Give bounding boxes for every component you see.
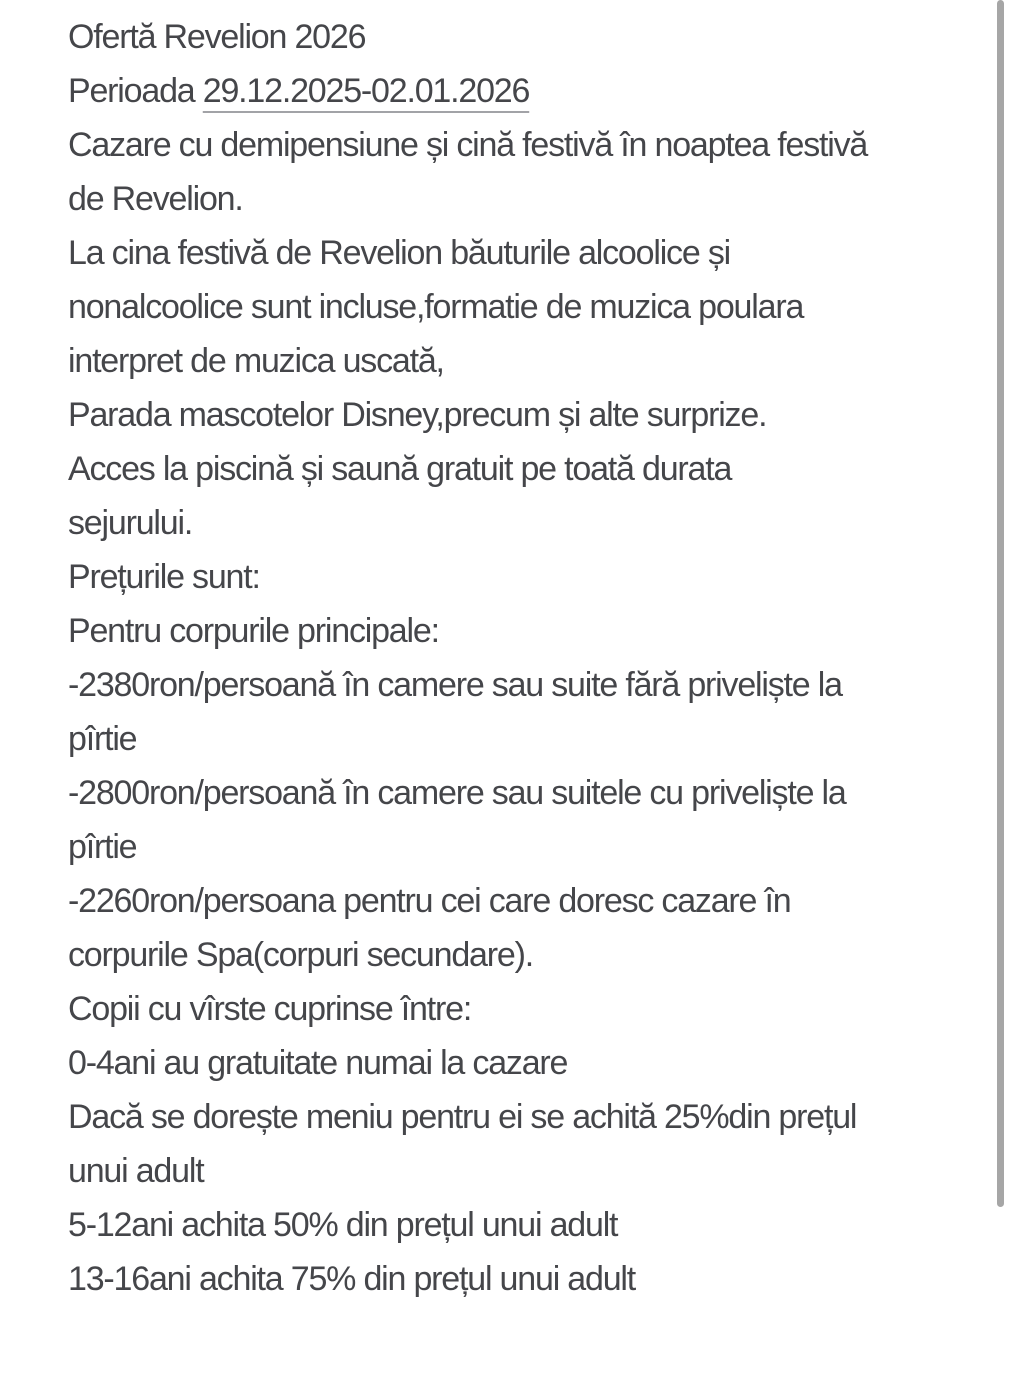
scrollbar-thumb[interactable] [997,0,1004,1207]
body-line: -2800ron/persoană în camere sau suitele cu priveliște la [68,774,846,812]
body-line: Acces la piscină și saună gratuit pe toată durata [68,450,732,488]
body-line: corpurile Spa(corpuri secundare). [68,936,533,974]
body-line: nonalcoolice sunt incluse,formatie de muzica poulara [68,288,804,326]
body-line: 13-16ani achita 75% din prețul unui adult [68,1260,636,1298]
body-line: Pentru corpurile principale: [68,612,439,650]
body-line: de Revelion. [68,180,243,218]
body-line: Cazare cu demipensiune și cină festivă în noaptea festivă [68,126,868,164]
body-line: -2260ron/persoana pentru cei care doresc cazare în [68,882,791,920]
offer-title: Ofertă Revelion 2026 [68,18,366,56]
body-line: 5-12ani achita 50% din prețul unui adult [68,1206,618,1244]
body-line: sejurului. [68,504,193,542]
body-line: Parada mascotelor Disney,precum și alte surprize. [68,396,767,434]
offer-text-block [68,10,968,1306]
body-line: interpret de muzica uscată, [68,342,444,380]
body-line: La cina festivă de Revelion băuturile alcoolice și [68,234,730,272]
period-dates-link[interactable]: 29.12.2025-02.01.2026 [202,72,530,110]
period-line [68,64,968,118]
body-line: 0-4ani au gratuitate numai la cazare [68,1044,568,1082]
period-label: Perioada [68,72,203,110]
body-line: pîrtie [68,720,137,758]
body-line: -2380ron/persoană în camere sau suite fără priveliște la [68,666,842,704]
body-line: Copii cu vîrste cuprinse între: [68,990,472,1028]
body-line: pîrtie [68,828,137,866]
body-line: Dacă se dorește meniu pentru ei se achită 25%din prețul [68,1098,857,1136]
body-line: Prețurile sunt: [68,558,260,596]
offer-body [68,118,968,1306]
body-line: unui adult [68,1152,204,1190]
